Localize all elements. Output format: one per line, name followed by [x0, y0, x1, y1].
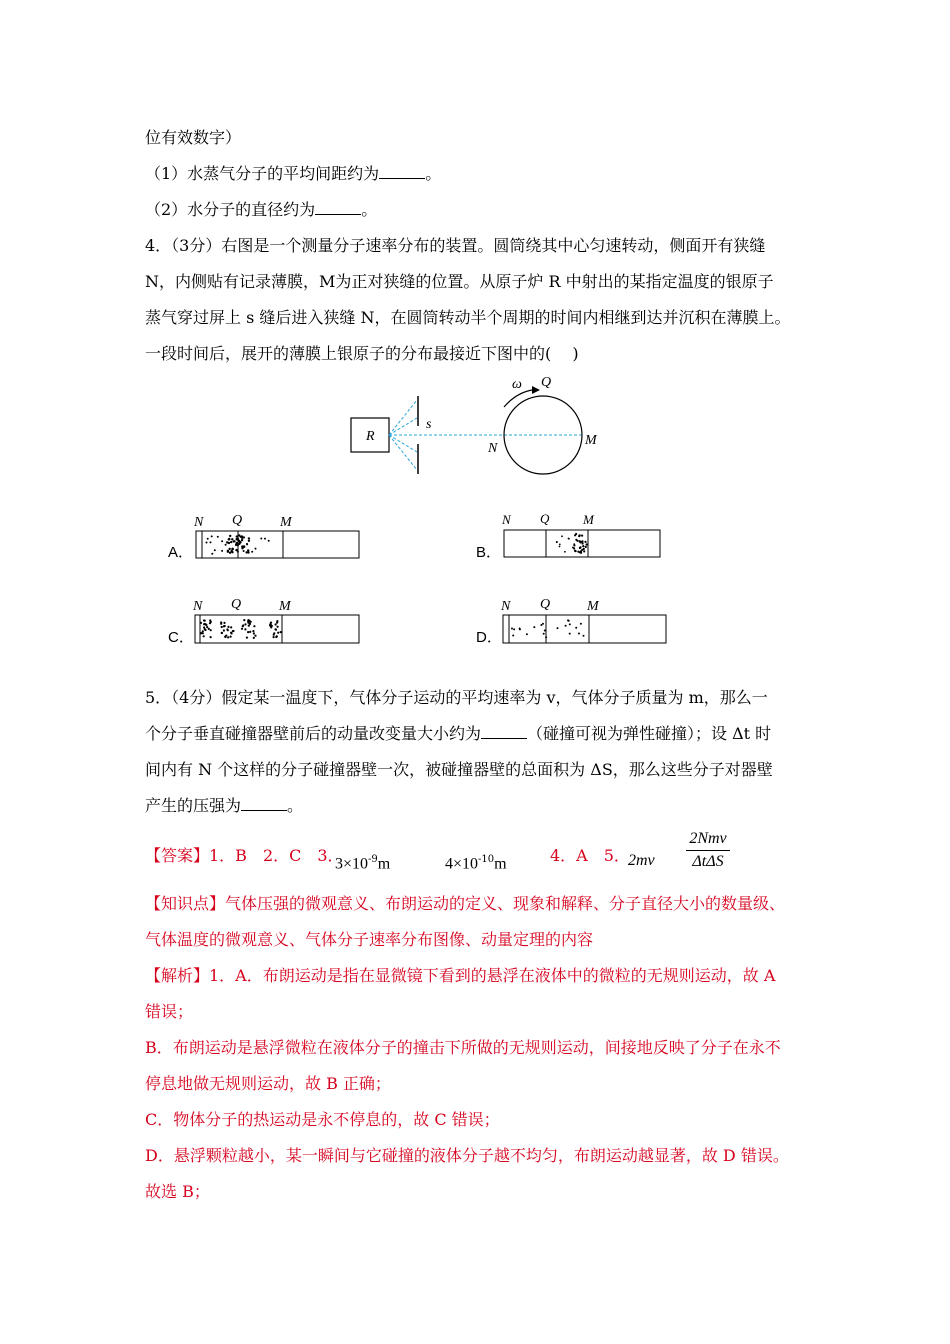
deposit-dot — [557, 627, 559, 629]
deposit-dot — [273, 636, 275, 638]
deposit-dot — [575, 539, 577, 541]
option-b-label[interactable]: B． — [476, 544, 502, 561]
deposit-dot — [205, 623, 207, 625]
deposit-dot — [249, 623, 251, 625]
question-4-line: 4．（3分）右图是一个测量分子速率分布的装置。圆筒绕其中心匀速转动，侧面开有狭缝 — [145, 236, 766, 255]
answer-3-1-base: 3×10 — [335, 855, 369, 873]
deposit-dot — [568, 620, 570, 622]
deposit-dot — [577, 551, 579, 553]
option-d-label[interactable]: D． — [476, 629, 502, 646]
deposit-dot — [273, 632, 275, 634]
deposit-dot — [236, 538, 238, 540]
film-n-label: N — [501, 599, 511, 614]
deposit-dot — [511, 628, 513, 630]
deposit-dot — [247, 622, 249, 624]
deposit-dot — [583, 635, 585, 637]
answer-3-1-unit: m — [377, 855, 391, 873]
deposit-dot — [245, 551, 247, 553]
deposit-dot — [271, 625, 273, 627]
answer-3-2-unit: m — [494, 855, 507, 873]
deposit-dot — [231, 550, 233, 552]
deposit-dot — [229, 535, 231, 537]
deposit-dot — [251, 551, 253, 553]
deposit-dot — [210, 541, 212, 543]
deposit-dot — [580, 550, 582, 552]
question-5-text: （碰撞可视为弹性碰撞）；设 Δt 时 — [527, 724, 772, 743]
sub-question-1 — [145, 164, 441, 184]
deposit-dot — [236, 535, 238, 537]
question-5-text: 产生的压强为 — [145, 796, 242, 815]
deposit-dot — [231, 548, 233, 550]
deposit-dot — [225, 544, 227, 546]
deposit-dot — [238, 534, 240, 536]
answer-blank[interactable] — [315, 200, 361, 215]
deposit-dot — [244, 623, 246, 625]
film-n-label: N — [194, 515, 204, 530]
deposit-dot — [273, 634, 275, 636]
option-a-label[interactable]: A． — [168, 544, 194, 561]
rotating-cylinder — [504, 396, 582, 474]
deposit-dot — [533, 626, 535, 628]
deposit-dot — [230, 632, 232, 634]
question-4-line: 一段时间后，展开的薄膜上银原子的分布最接近下图中的( ) — [145, 344, 579, 363]
deposit-dot — [243, 619, 245, 621]
deposit-dot — [579, 551, 581, 553]
deposit-dot — [276, 620, 278, 622]
deposit-dot — [221, 632, 223, 634]
deposit-dot — [231, 538, 233, 540]
deposit-dot — [573, 543, 575, 545]
knowledge-line: 【知识点】气体压强的微观意义、布朗运动的定义、现象和解释、分子直径大小的数量级、 — [145, 894, 786, 913]
deposit-dot — [559, 546, 561, 548]
deposit-dot — [204, 629, 206, 631]
deposit-dot — [232, 630, 234, 632]
deposit-dot — [540, 624, 542, 626]
option-d-film — [500, 597, 666, 643]
deposit-dot — [229, 548, 231, 550]
answer-prefix: 【答案】1．B 2．C 3． — [145, 846, 344, 865]
deposit-dot — [211, 535, 213, 537]
deposit-dot — [203, 619, 205, 621]
deposit-dot — [579, 547, 581, 549]
deposit-dot — [204, 628, 206, 630]
deposit-dot — [231, 551, 233, 553]
deposit-dot — [275, 636, 277, 638]
question-5-text: 。 — [287, 796, 304, 815]
deposit-dot — [206, 542, 208, 544]
deposit-dot — [581, 535, 583, 537]
text-line: 位有效数字） — [145, 128, 242, 147]
deposit-dot — [224, 625, 226, 627]
film-q-label: Q — [231, 597, 242, 612]
question-5-text: 个分子垂直碰撞器壁前后的动量改变量大小约为 — [145, 724, 482, 743]
deposit-dot — [586, 543, 588, 545]
deposit-dot — [241, 628, 243, 630]
deposit-dot — [224, 636, 226, 638]
deposit-dot — [579, 541, 581, 543]
deposit-dot — [584, 541, 586, 543]
deposit-dot — [276, 622, 278, 624]
sub-question-2 — [145, 200, 377, 220]
deposit-dot — [206, 626, 208, 628]
sub-question-text: （1）水蒸气分子的平均间距约为 — [145, 164, 380, 183]
deposit-dot — [243, 546, 245, 548]
analysis-line: B．布朗运动是悬浮微粒在液体分子的撞击下所做的无规则运动，间接地反映了分子在永不 — [145, 1038, 781, 1057]
film-n-label: N — [502, 512, 511, 527]
film-m-label: M — [279, 599, 291, 614]
deposit-dot — [270, 625, 272, 627]
deposit-dot — [556, 541, 558, 543]
slit-n-label: N — [488, 441, 498, 456]
deposit-dot — [240, 536, 242, 538]
deposit-dot — [242, 625, 244, 627]
deposit-dot — [575, 533, 577, 535]
deposit-dot — [203, 623, 205, 625]
deposit-dot — [543, 633, 545, 635]
deposit-dot — [243, 545, 245, 547]
deposit-dot — [237, 551, 239, 553]
fraction-bar — [686, 850, 730, 851]
deposit-dot — [223, 622, 225, 624]
deposit-dot — [241, 545, 243, 547]
deposit-dot — [275, 629, 277, 631]
deposit-dot — [248, 537, 250, 539]
deposit-dot — [246, 637, 248, 639]
deposit-dot — [202, 630, 204, 632]
deposit-dot — [260, 538, 262, 540]
deposit-dot — [248, 540, 250, 542]
deposit-dot — [247, 621, 249, 623]
fraction-numerator: 2Nmv — [689, 830, 727, 847]
deposit-dot — [243, 536, 245, 538]
answer-5-1: 2mv — [628, 852, 655, 869]
deposit-dot — [580, 552, 582, 554]
deposit-dot — [253, 625, 255, 627]
deposit-dot — [230, 636, 232, 638]
deposit-dot — [200, 632, 202, 634]
deposit-dot — [227, 636, 229, 638]
omega-label: ω — [512, 377, 522, 392]
answer-5-2-fraction — [686, 830, 730, 871]
deposit-dot — [276, 635, 278, 637]
deposit-dot — [200, 622, 202, 624]
deposit-dot — [542, 623, 544, 625]
question-5-line: 5．（4分）假定某一温度下，气体分子运动的平均速率为 v，气体分子质量为 m，那么一 — [145, 688, 768, 707]
deposit-dot — [575, 550, 577, 552]
deposit-dot — [569, 633, 571, 635]
deposit-dot — [223, 625, 225, 627]
deposit-dot — [238, 543, 240, 545]
deposit-dot — [237, 538, 239, 540]
deposit-dot — [203, 635, 205, 637]
deposit-dot — [581, 540, 583, 542]
deposit-dot — [580, 541, 582, 543]
deposit-dot — [277, 626, 279, 628]
deposit-dot — [205, 624, 207, 626]
answer-blank[interactable] — [481, 724, 527, 739]
fraction-denominator: ΔtΔS — [692, 853, 724, 870]
deposit-dot — [204, 623, 206, 625]
deposit-dot — [572, 547, 574, 549]
deposit-dot — [579, 546, 581, 548]
deposit-dot — [578, 633, 580, 635]
deposit-dot — [247, 619, 249, 621]
answer-3-1 — [335, 850, 390, 874]
deposit-dot — [207, 538, 209, 540]
deposit-dot — [202, 632, 204, 634]
deposit-dot — [239, 541, 241, 543]
deposit-dot — [565, 625, 567, 627]
deposit-dot — [269, 623, 271, 625]
deposit-dot — [585, 546, 587, 548]
deposit-dot — [269, 625, 271, 627]
oven-label: R — [366, 429, 375, 444]
sub-question-end: 。 — [425, 164, 442, 183]
deposit-dot — [225, 635, 227, 637]
deposit-dot — [235, 544, 237, 546]
deposit-dot — [232, 548, 234, 550]
deposit-dot — [246, 543, 248, 545]
answer-blank[interactable] — [241, 796, 287, 811]
deposit-dot — [581, 549, 583, 551]
deposit-dot — [574, 550, 576, 552]
deposit-dot — [220, 621, 222, 623]
deposit-dot — [580, 623, 582, 625]
deposit-dot — [226, 541, 228, 543]
deposit-dot — [270, 626, 272, 628]
option-b-film — [501, 511, 660, 557]
point-m-label: M — [585, 433, 597, 448]
deposit-dot — [561, 535, 563, 537]
deposit-dot — [568, 538, 570, 540]
deposit-dot — [270, 624, 272, 626]
deposit-dot — [210, 621, 212, 623]
answer-3-1-exp: -9 — [368, 854, 378, 865]
deposit-dot — [526, 633, 528, 635]
analysis-line: C．物体分子的热运动是永不停息的，故 C 错误； — [145, 1110, 500, 1129]
deposit-dot — [209, 619, 211, 621]
deposit-dot — [250, 621, 252, 623]
deposit-dot — [241, 547, 243, 549]
deposit-dot — [236, 538, 238, 540]
deposit-dot — [227, 626, 229, 628]
sub-question-end: 。 — [361, 200, 378, 219]
answer-mid: 4．A 5． — [550, 846, 630, 865]
deposit-dot — [574, 534, 576, 536]
answer-3-2 — [445, 850, 507, 874]
deposit-dot — [203, 626, 205, 628]
deposit-dot — [277, 632, 279, 634]
deposit-dot — [270, 625, 272, 627]
analysis-line: 【解析】1．A．布朗运动是指在显微镜下看到的悬浮在液体中的微粒的无规则运动，故 A — [145, 966, 776, 985]
deposit-dot — [583, 550, 585, 552]
rotation-arrow — [504, 390, 532, 407]
deposit-dot — [235, 543, 237, 545]
deposit-dot — [249, 631, 251, 633]
deposit-dot — [224, 636, 226, 638]
deposit-dot — [247, 631, 249, 633]
deposit-dot — [569, 623, 571, 625]
deposit-dot — [270, 622, 272, 624]
deposit-dot — [231, 632, 233, 634]
slit-label: s — [426, 417, 432, 432]
deposit-dot — [246, 543, 248, 545]
deposit-dot — [244, 628, 246, 630]
deposit-dot — [248, 625, 250, 627]
deposit-dot — [274, 628, 276, 630]
deposit-dot — [247, 551, 249, 553]
deposit-dot — [235, 543, 237, 545]
deposit-dot — [230, 541, 232, 543]
deposit-dot — [576, 540, 578, 542]
deposit-dot — [221, 632, 223, 634]
oven-box — [351, 418, 389, 452]
deposit-dot — [209, 622, 211, 624]
deposit-dot — [512, 635, 514, 637]
arrow-head-icon — [532, 386, 540, 394]
deposit-dot — [217, 536, 219, 538]
deposit-dot — [564, 551, 566, 553]
deposit-dot — [233, 540, 235, 542]
option-a-film — [193, 513, 359, 558]
answer-3-2-exp: -10 — [478, 854, 495, 865]
deposit-dot — [226, 628, 228, 630]
deposit-dot — [254, 635, 256, 637]
film-n-label: N — [193, 599, 203, 614]
answer-3-2-base: 4×10 — [445, 855, 479, 873]
analysis-line: 错误； — [145, 1002, 194, 1021]
option-c-film — [192, 597, 359, 643]
deposit-dot — [227, 550, 229, 552]
deposit-dot — [210, 636, 212, 638]
deposit-dot — [253, 637, 255, 639]
deposit-dot — [214, 549, 216, 551]
deposit-dot — [228, 538, 230, 540]
film-q-label: Q — [232, 513, 243, 528]
sub-question-text: （2）水分子的直径约为 — [145, 200, 316, 219]
deposit-dot — [280, 631, 282, 633]
answer-blank[interactable] — [379, 164, 425, 179]
deposit-dot — [579, 541, 581, 543]
deposit-dot — [544, 630, 546, 632]
deposit-dot — [227, 629, 229, 631]
point-q-label: Q — [541, 375, 552, 390]
deposit-dot — [221, 550, 223, 552]
deposit-dot — [223, 629, 225, 631]
deposit-dot — [229, 552, 231, 554]
deposit-dot — [583, 548, 585, 550]
deposit-dot — [556, 541, 558, 543]
deposit-dot — [221, 540, 223, 542]
question-5-line: 间内有 N 个这样的分子碰撞器壁一次，被碰撞器壁的总面积为 ΔS，那么这些分子对器壁 — [145, 760, 773, 779]
deposit-dot — [573, 547, 575, 549]
deposit-dot — [519, 628, 521, 630]
deposit-dot — [567, 619, 569, 621]
deposit-dot — [204, 620, 206, 622]
deposit-dot — [238, 540, 240, 542]
film-q-label: Q — [540, 511, 550, 526]
deposit-dot — [573, 544, 575, 546]
option-c-label[interactable]: C． — [168, 629, 194, 646]
question-4-line: 蒸气穿过屏上 s 缝后进入狭缝 N，在圆筒转动半个周期的时间内相继到达并沉积在薄膜上。 — [145, 308, 791, 327]
deposit-dot — [227, 551, 229, 553]
deposit-dot — [268, 540, 270, 542]
deposit-dot — [519, 628, 521, 630]
deposit-dot — [241, 539, 243, 541]
deposit-dot — [221, 626, 223, 628]
deposit-dot — [575, 627, 577, 629]
film-m-label: M — [583, 512, 594, 527]
deposit-dot — [513, 628, 515, 630]
deposit-dot — [578, 535, 580, 537]
deposit-dot — [233, 540, 235, 542]
deposit-dot — [579, 540, 581, 542]
deposit-dot — [253, 632, 255, 634]
analysis-line: 停息地做无规则运动，故 B 正确； — [145, 1074, 391, 1093]
deposit-dot — [249, 620, 251, 622]
deposit-dot — [228, 538, 230, 540]
deposit-dot — [236, 542, 238, 544]
question-4-line: N，内侧贴有记录薄膜，M为正对狭缝的位置。从原子炉 R 中射出的某指定温度的银原子 — [145, 272, 774, 291]
deposit-dot — [247, 549, 249, 551]
deposit-dot — [228, 542, 230, 544]
deposit-dot — [237, 544, 239, 546]
question-5-line — [145, 796, 303, 816]
deposit-dot — [242, 624, 244, 626]
deposit-dot — [208, 628, 210, 630]
deposit-dot — [200, 632, 202, 634]
deposit-dot — [230, 626, 232, 628]
deposit-dot — [252, 630, 254, 632]
deposit-dot — [248, 621, 250, 623]
deposit-dot — [264, 538, 266, 540]
film-q-label: Q — [540, 597, 551, 612]
deposit-dot — [235, 549, 237, 551]
film-m-label: M — [280, 515, 292, 530]
deposit-dot — [243, 550, 245, 552]
analysis-line: 故选 B； — [145, 1182, 210, 1201]
deposit-dot — [211, 553, 213, 555]
deposit-dot — [545, 636, 547, 638]
knowledge-line: 气体温度的微观意义、气体分子速率分布图像、动量定理的内容 — [145, 930, 594, 949]
deposit-dot — [275, 623, 277, 625]
deposit-dot — [241, 537, 243, 539]
analysis-line: D．悬浮颗粒越小，某一瞬间与它碰撞的液体分子越不均匀，布朗运动越显著，故 D 错误。 — [145, 1146, 789, 1165]
deposit-dot — [582, 542, 584, 544]
deposit-dot — [232, 630, 234, 632]
deposit-dot — [568, 538, 570, 540]
film-m-label: M — [587, 599, 599, 614]
deposit-dot — [582, 545, 584, 547]
deposit-dot — [559, 544, 561, 546]
question-5-line — [145, 724, 771, 744]
deposit-dot — [241, 535, 243, 537]
deposit-dot — [220, 623, 222, 625]
deposit-dot — [239, 541, 241, 543]
deposit-dot — [210, 629, 212, 631]
deposit-dot — [270, 625, 272, 627]
deposit-dot — [579, 534, 581, 536]
deposit-dot — [255, 548, 257, 550]
